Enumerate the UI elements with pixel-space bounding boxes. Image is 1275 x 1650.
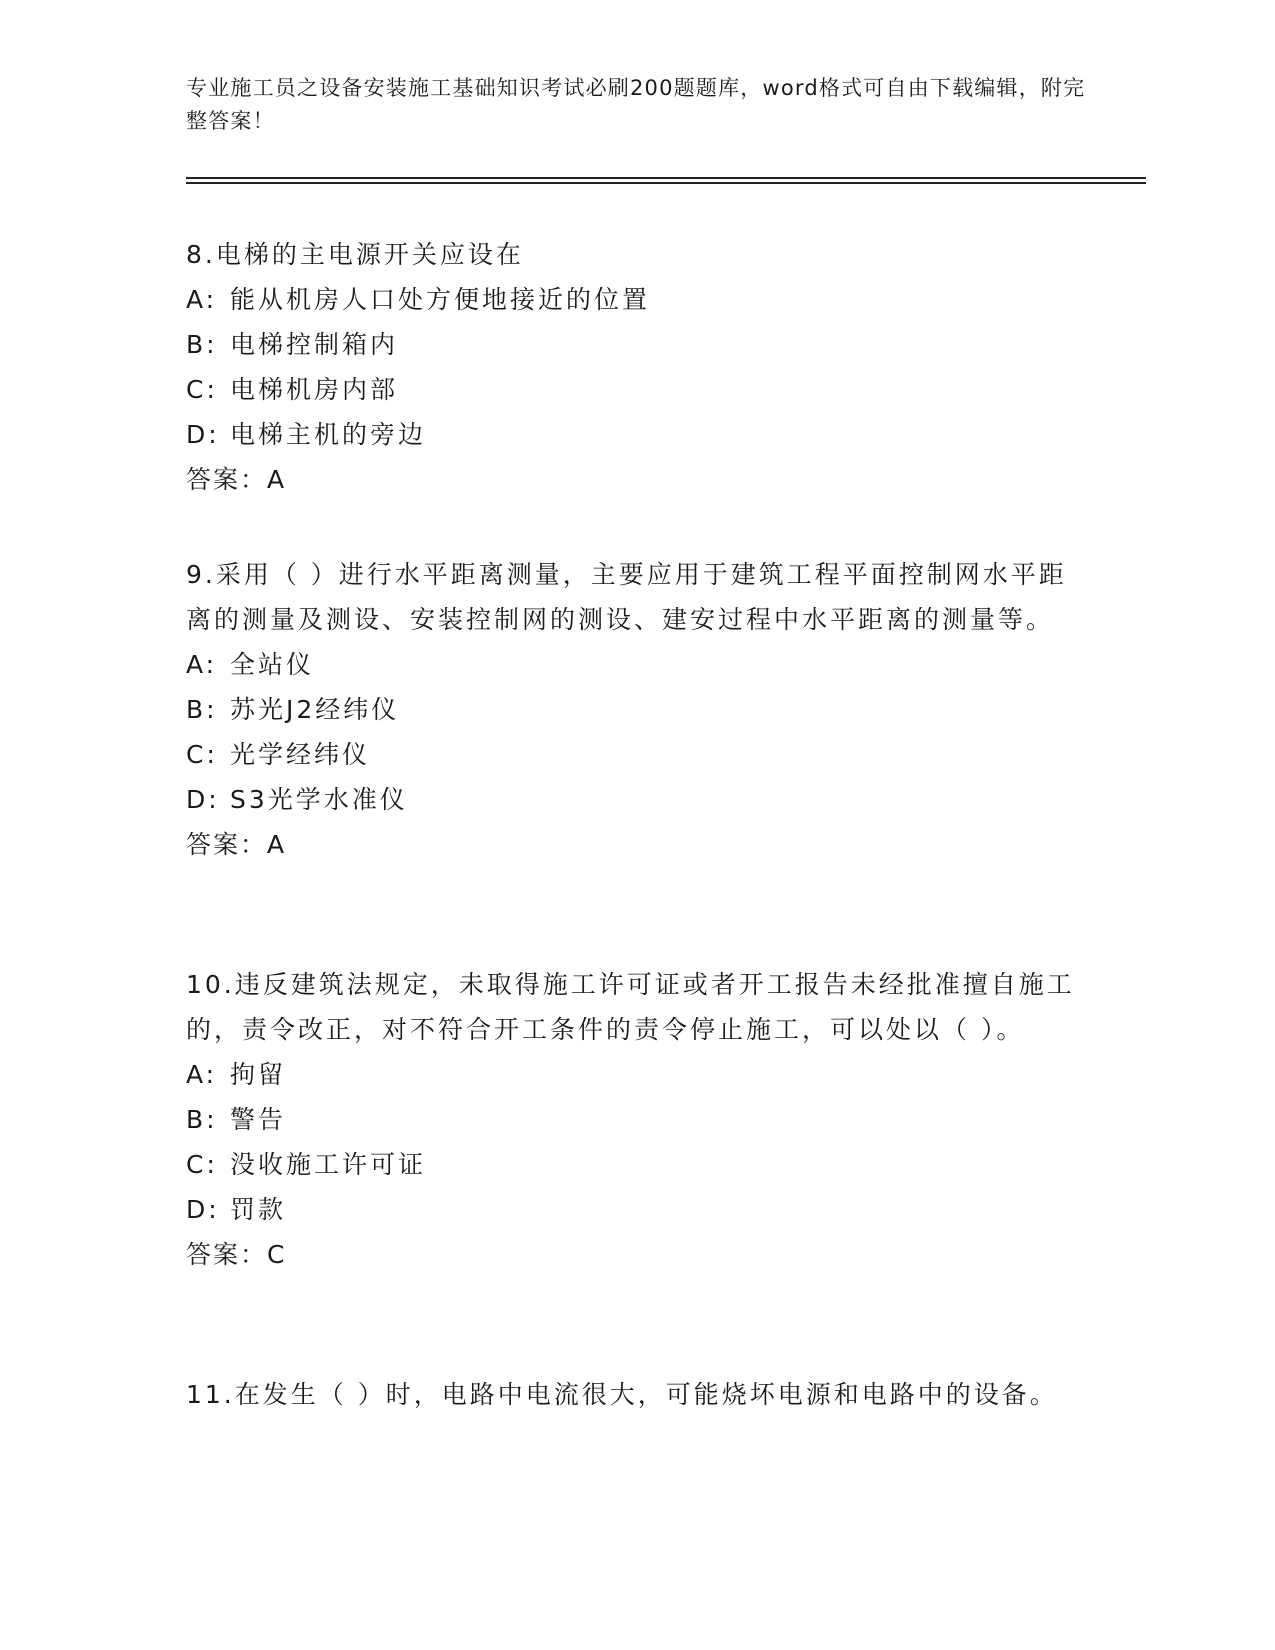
option-text: 警告	[230, 1105, 287, 1134]
option-c	[186, 367, 1086, 412]
option-a	[186, 642, 1086, 687]
header-divider-bottom	[186, 182, 1146, 184]
question-9	[186, 552, 1086, 867]
option-key: D:	[186, 785, 220, 814]
option-key: B:	[186, 695, 218, 724]
option-text: S3光学水准仪	[230, 785, 408, 814]
option-text: 电梯控制箱内	[230, 330, 399, 359]
option-d	[186, 1187, 1086, 1232]
option-b	[186, 1097, 1086, 1142]
option-text: 能从机房人口处方便地接近的位置	[230, 285, 651, 314]
question-stem: 11.在发生（ ）时，电路中电流很大，可能烧坏电源和电路中的设备。	[186, 1380, 1058, 1409]
option-c	[186, 732, 1086, 777]
option-text: 全站仪	[230, 650, 315, 679]
option-text: 没收施工许可证	[230, 1150, 427, 1179]
option-key: A:	[186, 285, 218, 314]
option-b	[186, 322, 1086, 367]
question-stem: 9.采用（ ）进行水平距离测量，主要应用于建筑工程平面控制网水平距离的测量及测设、安装控制网的测设、建安过程中水平距离的测量等。	[186, 560, 1067, 634]
question-stem: 8.电梯的主电源开关应设在	[186, 240, 524, 269]
option-text: 电梯机房内部	[230, 375, 399, 404]
option-key: B:	[186, 330, 218, 359]
option-key: C:	[186, 740, 218, 769]
option-key: A:	[186, 1060, 218, 1089]
answer: 答案：A	[186, 830, 287, 859]
option-text: 苏光J2经纬仪	[230, 695, 400, 724]
option-c	[186, 1142, 1086, 1187]
option-key: C:	[186, 375, 218, 404]
option-text: 拘留	[230, 1060, 287, 1089]
option-d	[186, 412, 1086, 457]
question-11	[186, 1372, 1086, 1417]
answer: 答案：A	[186, 465, 287, 494]
question-8	[186, 232, 1086, 502]
question-10	[186, 962, 1086, 1277]
option-key: B:	[186, 1105, 218, 1134]
option-text: 电梯主机的旁边	[230, 420, 427, 449]
answer: 答案：C	[186, 1240, 287, 1269]
option-a	[186, 277, 1086, 322]
option-key: D:	[186, 420, 220, 449]
option-key: C:	[186, 1150, 218, 1179]
option-text: 罚款	[230, 1195, 287, 1224]
document-header: 专业施工员之设备安装施工基础知识考试必刷200题题库，word格式可自由下载编辑，附完整答案！	[186, 76, 1086, 133]
option-key: D:	[186, 1195, 220, 1224]
option-a	[186, 1052, 1086, 1097]
option-b	[186, 687, 1086, 732]
header-divider-top	[186, 177, 1146, 179]
option-text: 光学经纬仪	[230, 740, 371, 769]
question-stem: 10.违反建筑法规定，未取得施工许可证或者开工报告未经批准擅自施工的，责令改正，对不符合开工条件的责令停止施工，可以处以（ ）。	[186, 970, 1075, 1044]
option-d	[186, 777, 1086, 822]
option-key: A:	[186, 650, 218, 679]
